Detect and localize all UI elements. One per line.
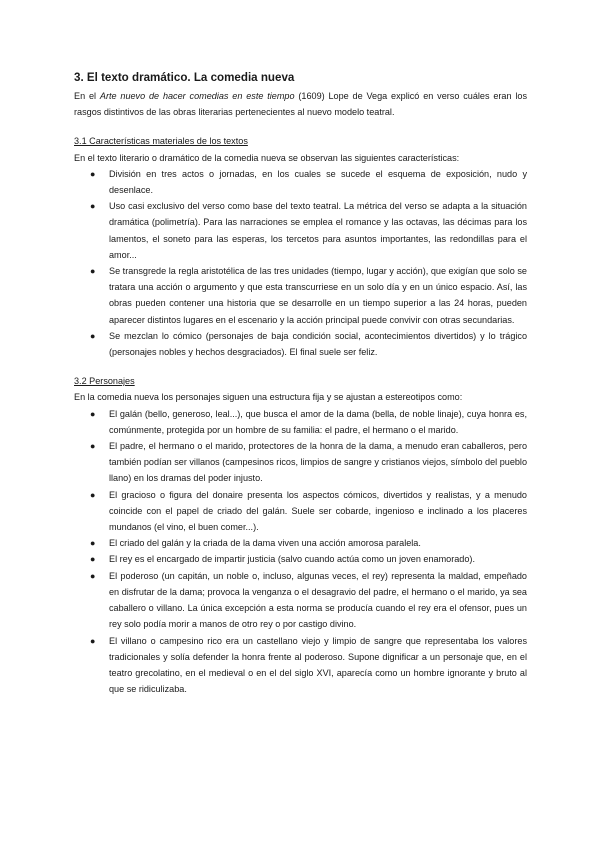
bullet-icon: ● xyxy=(90,168,96,179)
list-item xyxy=(74,406,527,438)
list-item-text: El rey es el encargado de impartir justicia (salvo cuando actúa como un joven enamorado). xyxy=(109,554,475,565)
bullet-list xyxy=(74,406,527,698)
list-item-text: El criado del galán y la criada de la dama viven una acción amorosa paralela. xyxy=(109,538,421,549)
intro-paragraph xyxy=(74,88,527,120)
list-item-text: Uso casi exclusivo del verso como base del texto teatral. La métrica del verso se adapta a la situación dramática (polimetría). Para las narraciones se emplea el romance y las octavas, las décimas para los lamentos, el soneto para las esperas, los tercetos para asuntos importantes, las redondillas para el amor... xyxy=(109,201,527,260)
list-item-text: El poderoso (un capitán, un noble o, incluso, algunas veces, el rey) representa la maldad, empeñado en disfrutar de la dama; provoca la venganza o el desagravio del padre, el hermano o el marido, ya sea caballero o villano. La única excepción a esta norma se producía cuando el rey era el ofensor, pues un rey solo podía morir a manos de otro rey o por castigo divino. xyxy=(109,570,527,630)
list-item xyxy=(74,487,527,536)
section-heading: 3.2 Personajes xyxy=(74,376,135,387)
list-item-text: El villano o campesino rico era un castellano viejo y limpio de sangre que representaba los valores tradicionales y solía defender la honra frente al poderoso. Supone dignificar a un personaje que, en el teatro grecolatino, en el medieval o en el del siglo XVI, aparecía como un hombre ignorante y bruto al que se ridiculizaba. xyxy=(109,635,527,695)
bullet-list xyxy=(74,166,527,360)
section-caracteristicas xyxy=(74,133,527,360)
bullet-icon: ● xyxy=(90,554,96,565)
list-item xyxy=(74,263,527,328)
bullet-icon: ● xyxy=(90,201,96,212)
list-item xyxy=(74,535,527,551)
list-item xyxy=(74,633,527,698)
page-title: 3. El texto dramático. La comedia nueva xyxy=(74,71,295,84)
intro-text-pre: En el xyxy=(74,91,100,101)
bullet-icon: ● xyxy=(90,266,96,277)
list-item-text: El galán (bello, generoso, leal...), que busca el amor de la dama (bella, de noble linaje), cuya honra es, comúnmente, protegida por un hombre de su familia: el padre, el hermano o el marido. xyxy=(109,408,527,435)
bullet-icon: ● xyxy=(90,570,96,581)
list-item xyxy=(74,328,527,360)
list-item xyxy=(74,166,527,198)
bullet-icon: ● xyxy=(90,441,96,452)
list-item-text: Se mezclan lo cómico (personajes de baja condición social, acontecimientos divertidos) y lo trágico (personajes nobles y hechos desgraciados). El final suele ser feliz. xyxy=(109,330,527,358)
intro-book-title: Arte nuevo de hacer comedias en este tiempo xyxy=(99,91,295,101)
list-item xyxy=(74,438,527,487)
list-item xyxy=(74,198,527,263)
section-lead: En el texto literario o dramático de la comedia nueva se observan las siguientes características: xyxy=(74,152,460,163)
bullet-icon: ● xyxy=(90,538,96,549)
list-item xyxy=(74,551,527,567)
section-heading: 3.1 Características materiales de los textos xyxy=(74,136,248,147)
list-item-text: División en tres actos o jornadas, en los cuales se sucede el esquema de exposición, nudo y desenlace. xyxy=(109,168,527,196)
section-personajes xyxy=(74,373,527,697)
section-lead: En la comedia nueva los personajes siguen una estructura fija y se ajustan a estereotipos como: xyxy=(74,392,463,403)
list-item-text: El gracioso o figura del donaire presenta los aspectos cómicos, divertidos y realistas, y a menudo coincide con el papel de criado del galán. Suele ser cobarde, ingenioso e inclinado a los placeres mundanos (el vino, el buen comer...). xyxy=(109,489,527,533)
list-item-text: El padre, el hermano o el marido, protectores de la honra de la dama, a menudo eran caballeros, pero también podían ser villanos (campesinos ricos, limpios de sangre y cristianos viejos, símbolo del pueblo llano) en los dramas del poder injusto. xyxy=(109,441,528,484)
list-item-text: Se transgrede la regla aristotélica de las tres unidades (tiempo, lugar y acción), que exigían que solo se tratara una acción o argumento y que esta transcurriese en un solo día y en un único espacio. Así, las obras pueden contener una historia que se desarrolle en un tiempo superior a las 24 horas, pueden aparecer distintos lugares en el escenario y la acción principal puede convivir con otras secundarias. xyxy=(109,266,527,325)
bullet-icon: ● xyxy=(90,635,96,646)
bullet-icon: ● xyxy=(90,489,96,500)
list-item xyxy=(74,568,527,633)
intro-text-post: (1609) Lope de Vega explicó en verso cuáles eran los rasgos distintivos de las obras literarias pertenecientes al nuevo modelo teatral. xyxy=(74,91,527,118)
bullet-icon: ● xyxy=(90,408,96,419)
bullet-icon: ● xyxy=(90,330,96,341)
